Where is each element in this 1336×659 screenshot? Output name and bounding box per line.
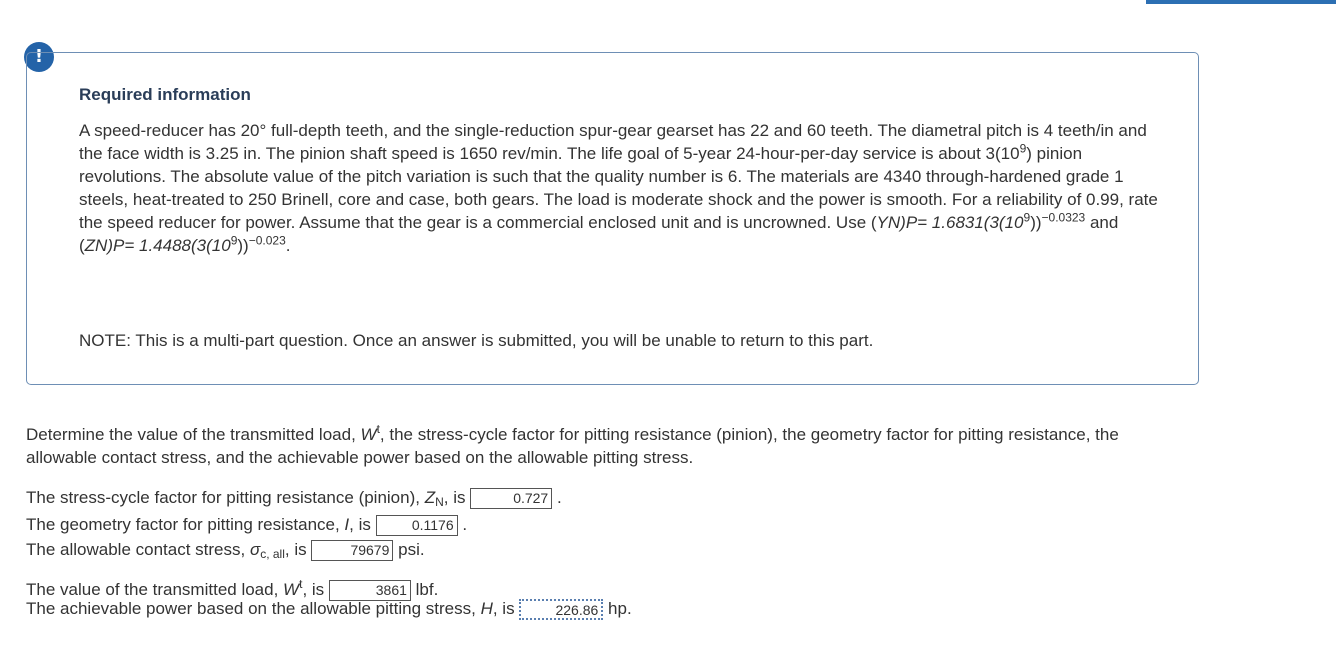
answer-row-allowable-contact-stress: The allowable contact stress, $\sigma_{c, all}$, is 79679 psi. — [26, 540, 425, 561]
required-information-title: Required information — [79, 85, 251, 104]
top-progress-bar — [1146, 0, 1336, 4]
exclamation-icon: ! — [24, 42, 54, 72]
geometry-factor-answer-field[interactable]: 0.1176 — [376, 515, 458, 536]
power-answer-field[interactable]: 226.86 — [519, 599, 603, 620]
problem-statement: A speed-reducer has 20° full-depth teeth, and the single-reduction spur-gear gearset has 22 and 60 teeth. The diametral pitch is 4 teeth/in and the face width is 3.25 in. The pinion shaft speed is 1650 rev/min. The life goal of 5-year 24-hour-per-day service is about $3(10^9)$ pinion revolutions. The absolute value of the pitch variation is such that the quality number is 6. The materials are 4340 through-hardened grade 1 steels, heat-treated to 250 Brinell, core and case, both gears. The load is moderate shock and the power is smooth. For a reliability of 0.99, rate the speed reducer for power. Assume that the gear is a commercial enclosed unit and is uncrowned. Use $(YN)P= 1.6831(3(10^9))^{-0.0323}$ and $(ZN)P= 1.4488(3(10^9))^{-0.023}$. — [79, 121, 1158, 255]
answer-row-power: The achievable power based on the allowable pitting stress, H, is 226.86 hp. — [26, 599, 632, 619]
question-prompt: Determine the value of the transmitted load, $W^t$, the stress-cycle factor for pitting resistance (pinion), the geometry factor for pitting resistance, the allowable contact stress, and the achievable power based on the allowable pitting stress. — [26, 422, 1119, 467]
contact-stress-answer-field[interactable]: 79679 — [311, 540, 393, 561]
answer-row-zn: The stress-cycle factor for pitting resistance (pinion), $Z_N$, is 0.727 . — [26, 488, 562, 509]
multi-part-note: NOTE: This is a multi-part question. Once an answer is submitted, you will be unable to return to this part. — [79, 331, 874, 350]
zn-answer-field[interactable]: 0.727 — [470, 488, 552, 509]
answer-row-transmitted-load: The value of the transmitted load, $W^t$, is 3861 lbf. — [26, 573, 438, 601]
answer-row-geometry-factor: The geometry factor for pitting resistance, I, is 0.1176 . — [26, 514, 467, 536]
transmitted-load-answer-field[interactable]: 3861 — [329, 580, 411, 601]
